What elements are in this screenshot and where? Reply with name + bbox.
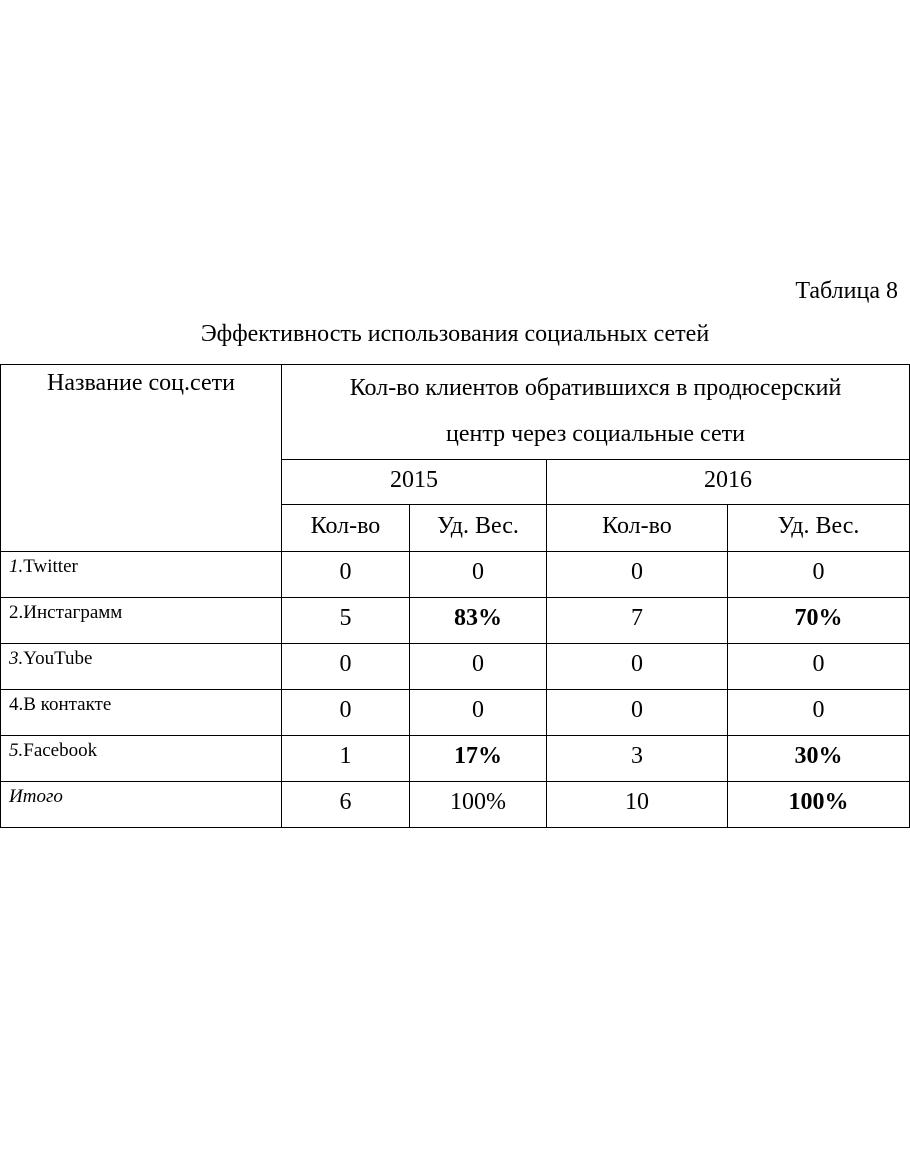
cell-count-2016: 0 (547, 690, 728, 736)
row-label: 2.Инстаграмм (1, 598, 282, 644)
row-label-total: Итого (1, 782, 282, 828)
table-row-total (1, 782, 910, 828)
row-label: 1.Twitter (1, 552, 282, 598)
data-table (0, 364, 910, 828)
cell-count-2015: 1 (282, 736, 410, 782)
subheader-count-2015: Кол-во (282, 505, 410, 552)
row-label: 3.YouTube (1, 644, 282, 690)
cell-share-2015: 83% (410, 598, 547, 644)
subheader-count-2016: Кол-во (547, 505, 728, 552)
table-row (1, 552, 910, 598)
cell-share-2015: 100% (410, 782, 547, 828)
header-network-name: Название соц.сети (1, 365, 282, 552)
header-year-2016: 2016 (547, 460, 910, 505)
table-title: Эффективность использования социальных сетей (200, 321, 710, 347)
cell-count-2016: 7 (547, 598, 728, 644)
row-label: 5.Facebook (1, 736, 282, 782)
cell-share-2015: 0 (410, 644, 547, 690)
cell-count-2016: 3 (547, 736, 728, 782)
cell-count-2015: 6 (282, 782, 410, 828)
cell-share-2016: 0 (728, 552, 910, 598)
header-clients-line1: Кол-во клиентов обратившихся в продюсерский (349, 375, 842, 401)
subheader-share-2015: Уд. Вес. (410, 505, 547, 552)
table-row (1, 644, 910, 690)
cell-share-2015: 0 (410, 690, 547, 736)
header-clients-line2: центр через социальные сети (446, 421, 745, 447)
header-clients-group (282, 365, 910, 460)
cell-share-2015: 17% (410, 736, 547, 782)
cell-count-2015: 0 (282, 690, 410, 736)
row-label: 4.В контакте (1, 690, 282, 736)
cell-share-2016: 0 (728, 644, 910, 690)
table-row (1, 736, 910, 782)
cell-share-2016: 30% (728, 736, 910, 782)
table-row (1, 690, 910, 736)
subheader-share-2016: Уд. Вес. (728, 505, 910, 552)
table-row (1, 598, 910, 644)
cell-count-2016: 10 (547, 782, 728, 828)
header-year-2015: 2015 (282, 460, 547, 505)
cell-share-2016: 0 (728, 690, 910, 736)
cell-share-2015: 0 (410, 552, 547, 598)
table-caption: Таблица 8 (795, 278, 898, 304)
cell-share-2016: 70% (728, 598, 910, 644)
cell-count-2016: 0 (547, 552, 728, 598)
cell-count-2015: 0 (282, 552, 410, 598)
cell-count-2015: 5 (282, 598, 410, 644)
cell-count-2016: 0 (547, 644, 728, 690)
cell-share-2016: 100% (728, 782, 910, 828)
cell-count-2015: 0 (282, 644, 410, 690)
